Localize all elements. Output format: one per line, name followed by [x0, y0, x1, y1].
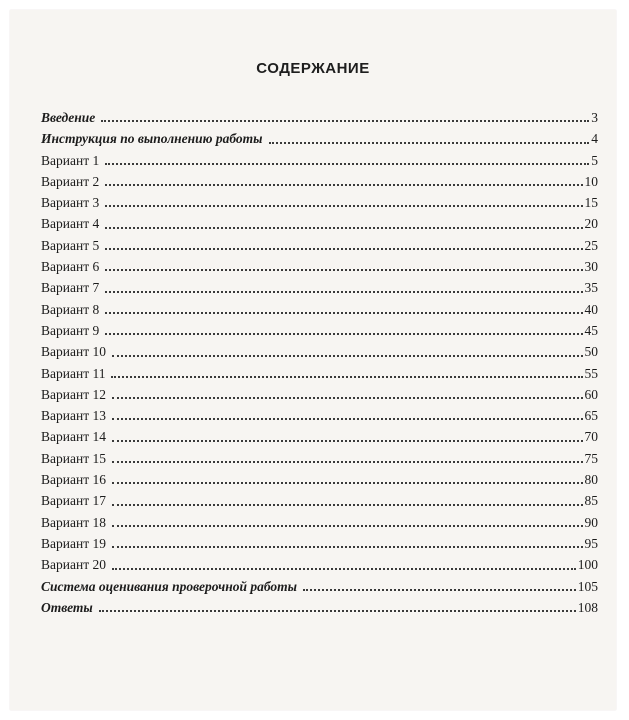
- toc-entry-page-number: 108: [577, 599, 598, 615]
- toc-entry-page-number: 90: [584, 514, 598, 530]
- dot-leader: [112, 524, 583, 527]
- toc-entry-page-number: 70: [584, 429, 598, 445]
- toc-entry-label: Вариант 17: [41, 493, 106, 509]
- toc-entry-page-number: 35: [584, 280, 598, 296]
- toc-entry-page-number: 5: [591, 152, 598, 168]
- toc-entry: [41, 448, 598, 469]
- toc-entry-label: Вариант 3: [41, 195, 100, 211]
- toc-entry-label: Вариант 9: [41, 322, 100, 338]
- dot-leader: [112, 439, 583, 442]
- toc-entry: [41, 533, 598, 554]
- dot-leader: [105, 311, 582, 314]
- toc-entry-label: Система оценивания проверочной работы: [41, 578, 298, 594]
- toc-entry-label: Введение: [41, 110, 96, 125]
- toc-entry: [41, 469, 598, 490]
- dot-leader: [112, 481, 583, 484]
- toc-entry-label: Вариант 2: [41, 173, 100, 189]
- toc-entry-page-number: 45: [584, 322, 598, 338]
- toc-entry-label: Инструкция по выполнению работы: [41, 131, 263, 147]
- toc-entry: [41, 384, 598, 405]
- toc-entry-label: Вариант 11: [41, 365, 106, 381]
- toc-entry-label: Вариант 4: [41, 216, 100, 232]
- toc-entry-label: Вариант 15: [41, 450, 106, 466]
- toc-entry: [41, 213, 598, 234]
- dot-leader: [105, 332, 582, 335]
- toc-entry-label: Вариант 12: [41, 386, 106, 402]
- dot-leader: [112, 545, 583, 548]
- dot-leader: [112, 567, 576, 570]
- toc-entry-page-number: 95: [584, 535, 598, 551]
- dot-leader: [99, 609, 576, 612]
- dot-leader: [111, 375, 582, 378]
- toc-entry-page-number: 55: [584, 365, 598, 381]
- toc-entry-label: Вариант 8: [41, 301, 100, 317]
- toc-entry: [41, 107, 598, 128]
- toc-entry: [41, 597, 598, 618]
- toc-entry: [41, 171, 598, 192]
- toc-entry-label: Ответы: [41, 599, 93, 615]
- toc-entry: [41, 256, 598, 277]
- dot-leader: [105, 247, 582, 250]
- toc-entry-label: Вариант 19: [41, 535, 106, 551]
- dot-leader: [112, 417, 583, 420]
- toc-entry: [41, 363, 598, 384]
- toc-entry-page-number: 85: [584, 493, 598, 509]
- toc-entry-label: Вариант 18: [41, 514, 106, 530]
- document-page: [10, 10, 616, 710]
- toc-entry-page-number: 3: [591, 110, 598, 125]
- toc-entry: [41, 150, 598, 171]
- dot-leader: [105, 183, 582, 186]
- toc-entry: [41, 128, 598, 149]
- toc-entry-label: Вариант 10: [41, 344, 106, 360]
- page-title: СОДЕРЖАНИЕ: [256, 60, 370, 77]
- toc-entry: [41, 299, 598, 320]
- dot-leader: [105, 162, 589, 165]
- dot-leader: [303, 588, 576, 591]
- toc-entry-page-number: 4: [591, 131, 598, 147]
- toc-entry: [41, 512, 598, 533]
- toc-entry: [41, 576, 598, 597]
- dot-leader: [112, 354, 583, 357]
- toc-entry-page-number: 65: [584, 408, 598, 424]
- dot-leader: [101, 119, 589, 122]
- table-of-contents: [41, 107, 598, 618]
- dot-leader: [105, 204, 582, 207]
- toc-entry-page-number: 80: [584, 472, 598, 488]
- toc-entry-label: Вариант 16: [41, 472, 106, 488]
- dot-leader: [112, 460, 583, 463]
- toc-entry: [41, 490, 598, 511]
- dot-leader: [112, 396, 583, 399]
- toc-entry-page-number: 40: [584, 301, 598, 317]
- dot-leader: [105, 226, 582, 229]
- dot-leader: [269, 141, 590, 144]
- toc-entry-page-number: 15: [584, 195, 598, 211]
- toc-entry-label: Вариант 13: [41, 408, 106, 424]
- toc-entry: [41, 554, 598, 575]
- toc-entry-label: Вариант 1: [41, 152, 100, 168]
- dot-leader: [105, 268, 582, 271]
- toc-entry-page-number: 10: [584, 173, 598, 189]
- toc-entry-label: Вариант 5: [41, 237, 100, 253]
- toc-entry: [41, 341, 598, 362]
- dot-leader: [105, 290, 582, 293]
- toc-entry: [41, 426, 598, 447]
- toc-entry-page-number: 75: [584, 450, 598, 466]
- toc-entry-page-number: 105: [577, 578, 598, 594]
- toc-entry-label: Вариант 7: [41, 280, 100, 296]
- toc-entry-page-number: 50: [584, 344, 598, 360]
- toc-entry-page-number: 60: [584, 386, 598, 402]
- dot-leader: [112, 503, 583, 506]
- toc-entry-page-number: 30: [584, 259, 598, 275]
- toc-entry-page-number: 25: [584, 237, 598, 253]
- toc-entry-page-number: 20: [584, 216, 598, 232]
- toc-entry: [41, 320, 598, 341]
- toc-entry: [41, 235, 598, 256]
- toc-entry-label: Вариант 6: [41, 259, 100, 275]
- toc-entry: [41, 405, 598, 426]
- toc-entry-label: Вариант 20: [41, 557, 106, 573]
- toc-entry-page-number: 100: [577, 557, 598, 573]
- toc-entry-label: Вариант 14: [41, 429, 106, 445]
- toc-entry: [41, 277, 598, 298]
- toc-entry: [41, 192, 598, 213]
